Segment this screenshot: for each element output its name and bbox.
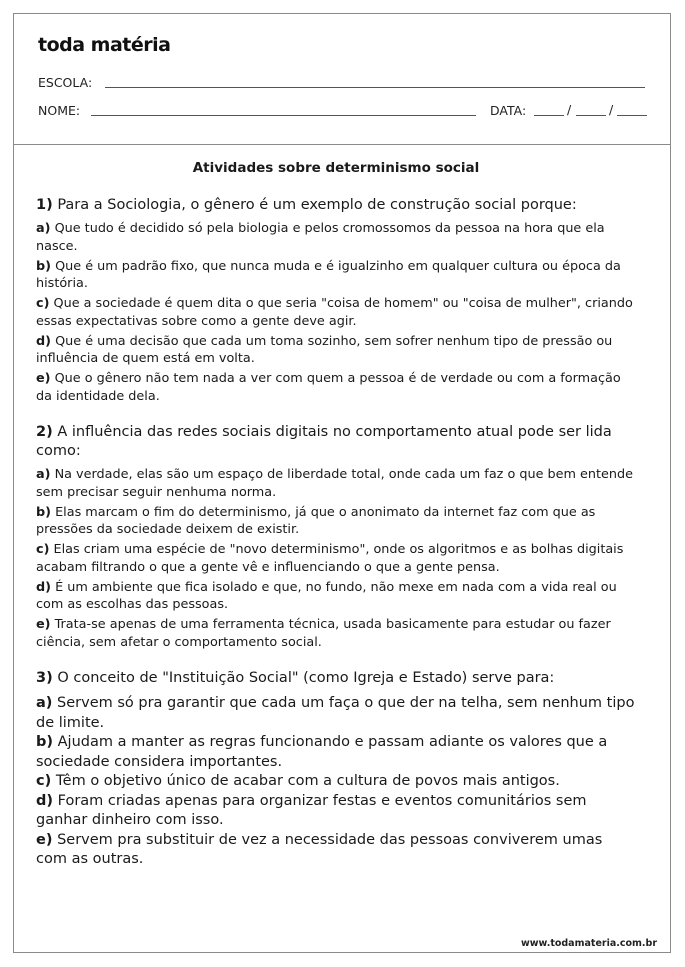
option-a: a) Que tudo é decidido só pela biologia e pelos cromossomos da pessoa na hora que ela nasce.	[36, 221, 605, 254]
school-line	[105, 87, 645, 88]
option-e: e) Trata-se apenas de uma ferramenta técnica, usada basicamente para estudar ou fazer ciência, sem afetar o comportamento social.	[36, 617, 611, 650]
option-c: c) Que a sociedade é quem dita o que seria "coisa de homem" ou "coisa de mulher", criando essas expectativas sobre como a gente deve agir.	[36, 296, 633, 329]
question-text: 2) A influência das redes sociais digitais no comportamento atual pode ser lida como:	[36, 424, 612, 459]
date-year-line	[617, 115, 647, 116]
option-c: c) Têm o objetivo único de acabar com a cultura de povos mais antigos.	[36, 773, 560, 789]
name-line	[91, 115, 476, 116]
worksheet-header	[14, 14, 670, 145]
question-3	[36, 669, 636, 870]
option-e: e) Que o gênero não tem nada a ver com quem a pessoa é de verdade ou com a formação da identidade dela.	[36, 371, 621, 404]
question-number: 2)	[36, 424, 53, 440]
date-separator: /	[567, 102, 572, 117]
question-number: 1)	[36, 197, 53, 213]
option-b: b) Ajudam a manter as regras funcionando e passam adiante os valores que a sociedade considera importantes.	[36, 734, 608, 770]
date-day-line	[534, 115, 564, 116]
option-c: c) Elas criam uma espécie de "novo determinismo", onde os algoritmos e as bolhas digitais acabam filtrando o que a gente vê e influenciando o que a gente pensa.	[36, 542, 624, 575]
option-d: d) É um ambiente que fica isolado e que, no fundo, não mexe em nada com a vida real ou com as escolhas das pessoas.	[36, 579, 617, 612]
worksheet-content	[36, 160, 636, 888]
option-d: d) Foram criadas apenas para organizar festas e eventos comunitários sem ganhar dinheiro com isso.	[36, 792, 587, 828]
date-separator: /	[609, 102, 614, 117]
question-text: 1) Para a Sociologia, o gênero é um exemplo de construção social porque:	[36, 197, 577, 213]
question-text: 3) O conceito de "Instituição Social" (como Igreja e Estado) serve para:	[36, 670, 555, 686]
option-a: a) Na verdade, elas são um espaço de liberdade total, onde cada um faz o que bem entende sem precisar seguir nenhuma norma.	[36, 467, 634, 500]
date-month-line	[576, 115, 606, 116]
website-footer: www.todamateria.com.br	[520, 938, 657, 949]
brand-logo: toda matéria	[38, 34, 171, 56]
question-2	[36, 423, 636, 651]
question-1	[36, 196, 636, 405]
school-label: ESCOLA:	[38, 75, 93, 90]
question-number: 3)	[36, 670, 53, 686]
option-b: b) Elas marcam o fim do determinismo, já que o anonimato da internet faz com que as pressões da sociedade deixem de existir.	[36, 504, 596, 537]
option-b: b) Que é um padrão fixo, que nunca muda e é igualzinho em qualquer cultura ou época da história.	[36, 258, 621, 291]
worksheet-title: Atividades sobre determinismo social	[192, 160, 480, 176]
date-label: DATA:	[490, 103, 527, 118]
option-d: d) Que é uma decisão que cada um toma sozinho, sem sofrer nenhum tipo de pressão ou influência de quem está em volta.	[36, 333, 613, 366]
option-a: a) Servem só pra garantir que cada um faça o que der na telha, sem nenhum tipo de limite.	[36, 695, 635, 731]
name-label: NOME:	[38, 103, 81, 118]
option-e: e) Servem pra substituir de vez a necessidade das pessoas conviverem umas com as outras.	[36, 831, 603, 867]
